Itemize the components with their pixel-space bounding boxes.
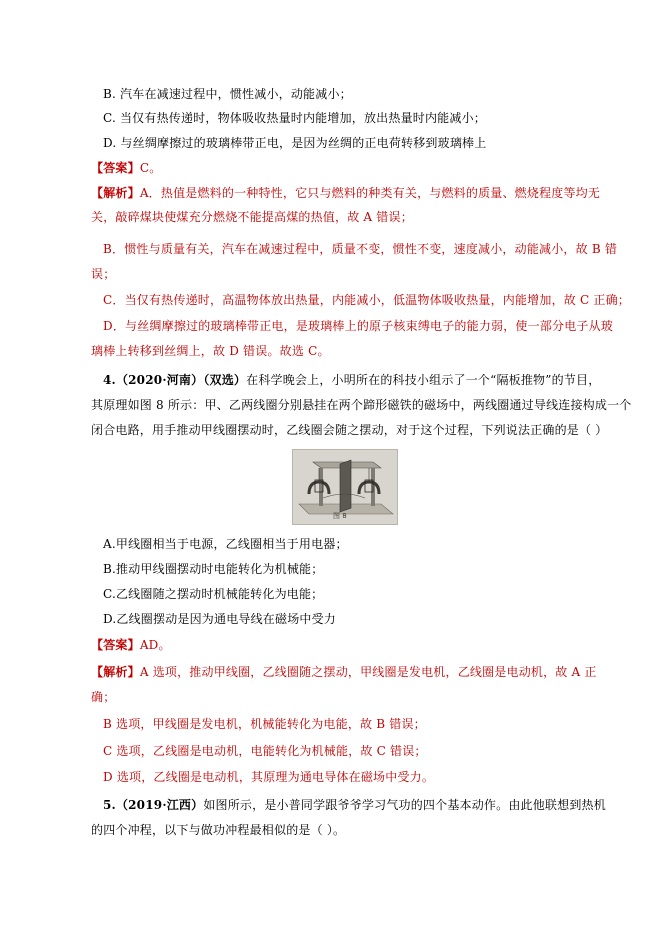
q4-analysis-b: B 选项，甲线圈是发电机，机械能转化为电能，故 B 错误； bbox=[103, 717, 426, 731]
q3-answer bbox=[91, 160, 161, 176]
q4-stem-line3: 闭合电路，用手推动甲线圈摆动时，乙线圈会随之摆动，对于这个过程，下列说法正确的是（ ） bbox=[91, 423, 608, 437]
q4-option-a: A.甲线圈相当于电源，乙线圈相当于用电器； bbox=[103, 537, 348, 551]
q5-stem-line2: 的四个冲程，以下与做功冲程最相似的是（ ）。 bbox=[91, 823, 346, 837]
question-number: 5. bbox=[103, 798, 116, 812]
q3-analysis-c: C．当仅有热传递时，高温物体放出热量，内能减小，低温物体吸收热量，内能增加，故 C 正确； bbox=[103, 293, 630, 307]
q5-stem-line1 bbox=[103, 797, 606, 813]
question-number: 4. bbox=[103, 373, 116, 387]
q3-analysis-d-line2: 璃棒上转移到丝绸上，故 D 错误。故选 C。 bbox=[91, 344, 330, 358]
q3-analysis-a-line2: 关，敲碎煤块使煤充分燃烧不能提高煤的热值，故 A 错误； bbox=[91, 210, 413, 224]
answer-label: 【答案】 bbox=[91, 638, 140, 652]
q4-analysis-a-line2: 确； bbox=[91, 690, 116, 704]
answer-label: 【答案】 bbox=[91, 161, 140, 175]
question-source: （2020·河南）（双选） bbox=[115, 373, 247, 387]
answer-text: AD。 bbox=[139, 638, 171, 652]
q3-analysis-b-line1: B．惯性与质量有关，汽车在减速过程中，质量不变，惯性不变，速度减小，动能减小，故 B 错 bbox=[103, 242, 618, 256]
analysis-text: A．热值是燃料的一种特性，它只与燃料的种类有关，与燃料的质量、燃烧程度等均无 bbox=[139, 186, 601, 200]
question-stem: 如图所示，是小普同学跟爷爷学习气功的四个基本动作。由此他联想到热机 bbox=[203, 798, 606, 812]
q4-analysis-d: D 选项，乙线圈是电动机，其原理为通电导体在磁场中受力。 bbox=[103, 770, 435, 784]
question-source: （2019·江西） bbox=[115, 798, 204, 812]
q4-answer bbox=[91, 637, 171, 653]
analysis-label: 【解析】 bbox=[91, 665, 140, 679]
q3-analysis-b-line2: 误； bbox=[91, 267, 116, 281]
q3-option-d: D. 与丝绸摩擦过的玻璃棒带正电，是因为丝绸的正电荷转移到玻璃棒上 bbox=[103, 136, 487, 150]
q4-stem-line2: 其原理如图 8 所示：甲、乙两线圈分别悬挂在两个蹄形磁铁的磁场中，两线圈通过导线连接构成一个 bbox=[91, 398, 632, 412]
q4-stem-line1 bbox=[103, 372, 600, 388]
q3-option-c: C. 当仅有热传递时，物体吸收热量时内能增加，放出热量时内能减小； bbox=[103, 111, 486, 125]
q4-option-d: D.乙线圈摆动是因为通电导线在磁场中受力 bbox=[103, 612, 337, 626]
analysis-label: 【解析】 bbox=[91, 186, 140, 200]
q3-option-b: B. 汽车在减速过程中，惯性减小，动能减小； bbox=[103, 87, 352, 101]
analysis-text: A 选项，推动甲线圈，乙线圈随之摆动，甲线圈是发电机，乙线圈是电动机，故 A 正 bbox=[139, 665, 597, 679]
q4-analysis-a-line1 bbox=[91, 664, 597, 680]
q3-analysis-d-line1: D．与丝绸摩擦过的玻璃棒带正电，是玻璃棒上的原子核束缚电子的能力弱，使一部分电子从玻 bbox=[103, 319, 614, 333]
figure-caption: 图 8 bbox=[333, 512, 347, 520]
question-stem: 在科学晚会上，小明所在的科技小组示了一个“隔板推物”的节目， bbox=[246, 373, 601, 387]
q3-analysis-a-line1 bbox=[91, 185, 600, 201]
q4-option-c: C.乙线圈随之摆动时机械能转化为电能； bbox=[103, 587, 324, 601]
figure-8-coil-apparatus bbox=[292, 449, 398, 525]
answer-text: C。 bbox=[139, 161, 162, 175]
q4-option-b: B.推动甲线圈摆动时电能转化为机械能； bbox=[103, 562, 324, 576]
q4-analysis-c: C 选项，乙线圈是电动机，电能转化为机械能，故 C 错误； bbox=[103, 744, 427, 758]
